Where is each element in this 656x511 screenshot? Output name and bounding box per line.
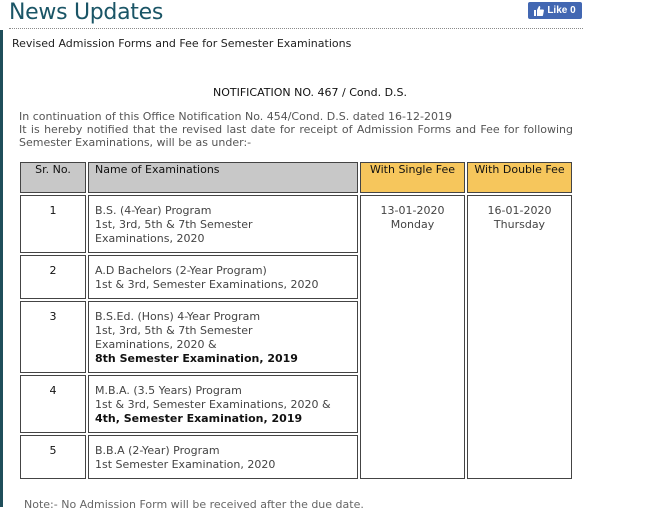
left-accent-bar	[0, 30, 3, 507]
notification-line-2: It is hereby notified that the revised last date for receipt of Admission Forms and Fee for following Semester Examinations, will be as under:-	[19, 123, 573, 149]
exam-line: 1st Semester Examination, 2020	[95, 458, 276, 471]
row-sr-no: 4	[20, 375, 86, 433]
double-fee-day: Thursday	[493, 218, 546, 231]
facebook-like-button[interactable]	[528, 2, 582, 19]
like-label: Like 0	[547, 5, 576, 16]
exam-line: B.B.A (2-Year) Program	[95, 444, 220, 457]
exam-line: 1st & 3rd, Semester Examinations, 2020	[95, 278, 319, 291]
page-title: News Updates	[9, 0, 163, 25]
header-double-fee: With Double Fee	[467, 162, 572, 193]
row-sr-no: 5	[20, 435, 86, 479]
table-row	[20, 195, 572, 253]
single-fee-cell	[360, 195, 465, 479]
row-exam-name	[88, 435, 358, 479]
exam-line: Examinations, 2020	[95, 232, 205, 245]
exam-line: M.B.A. (3.5 Years) Program	[95, 384, 242, 397]
title-divider	[9, 28, 583, 29]
notification-line-1: In continuation of this Office Notification No. 454/Cond. D.S. dated 16-12-2019	[19, 110, 452, 123]
schedule-table	[18, 160, 574, 481]
note-text: Note:- No Admission Form will be received after the due date.	[24, 498, 364, 511]
row-exam-name	[88, 255, 358, 299]
row-sr-no: 2	[20, 255, 86, 299]
exam-line: 1st, 3rd, 5th & 7th Semester	[95, 324, 253, 337]
exam-line: Examinations, 2020 &	[95, 338, 217, 351]
thumbs-up-icon	[534, 6, 544, 16]
double-fee-cell	[467, 195, 572, 479]
row-exam-name	[88, 375, 358, 433]
exam-line-bold: 4th, Semester Examination, 2019	[95, 412, 303, 425]
header-exam-name: Name of Examinations	[88, 162, 358, 193]
single-fee-date: 13-01-2020	[380, 204, 445, 217]
notification-body	[19, 110, 573, 149]
row-exam-name	[88, 195, 358, 253]
header-single-fee: With Single Fee	[360, 162, 465, 193]
notification-number: NOTIFICATION NO. 467 / Cond. D.S.	[212, 86, 408, 99]
double-fee-date: 16-01-2020	[487, 204, 552, 217]
row-sr-no: 1	[20, 195, 86, 253]
exam-line: B.S.Ed. (Hons) 4-Year Program	[95, 310, 261, 323]
exam-line: 1st, 3rd, 5th & 7th Semester	[95, 218, 253, 231]
header-sr-no: Sr. No.	[20, 162, 86, 193]
exam-line: A.D Bachelors (2-Year Program)	[95, 264, 267, 277]
row-exam-name	[88, 301, 358, 373]
exam-line: B.S. (4-Year) Program	[95, 204, 212, 217]
exam-line: 1st & 3rd, Semester Examinations, 2020 &	[95, 398, 331, 411]
row-sr-no: 3	[20, 301, 86, 373]
single-fee-day: Monday	[390, 218, 435, 231]
news-headline-link[interactable]: Revised Admission Forms and Fee for Semester Examinations	[12, 37, 352, 50]
exam-line-bold: 8th Semester Examination, 2019	[95, 352, 298, 365]
table-header-row	[20, 162, 572, 193]
